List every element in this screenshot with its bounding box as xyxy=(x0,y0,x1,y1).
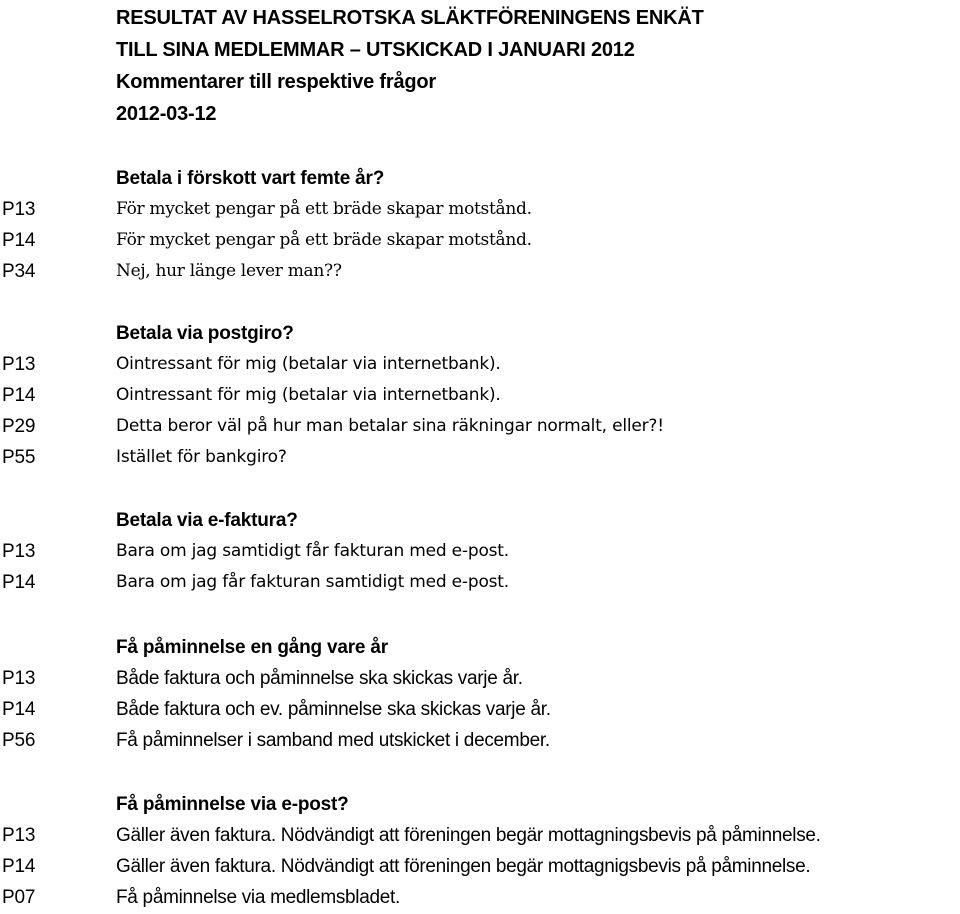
answer-text: Istället för bankgiro? xyxy=(116,447,287,467)
respondent-id: P13 xyxy=(2,354,36,375)
respondent-id: P55 xyxy=(2,447,36,468)
answer-row xyxy=(0,882,960,913)
question-title: Betala i förskott vart femte år? xyxy=(116,168,385,189)
section-postgiro xyxy=(0,318,960,473)
respondent-id: P34 xyxy=(2,261,36,282)
answer-row xyxy=(0,349,960,380)
answer-row xyxy=(0,442,960,473)
respondent-id: P29 xyxy=(2,416,36,437)
respondent-id: P13 xyxy=(2,825,36,846)
answer-text: Både faktura och ev. påminnelse ska skickas varje år. xyxy=(116,699,551,720)
answer-text: Gäller även faktura. Nödvändigt att föreningen begär mottagningsbevis på påminnelse. xyxy=(116,825,821,846)
respondent-id: P14 xyxy=(2,699,36,720)
section-email-reminder xyxy=(0,789,960,913)
answer-row xyxy=(0,380,960,411)
answer-text: För mycket pengar på ett bräde skapar motstånd. xyxy=(116,230,532,250)
section-efaktura xyxy=(0,505,960,598)
answer-text: Ointressant för mig (betalar via internetbank). xyxy=(116,385,501,405)
answer-text: Bara om jag samtidigt får fakturan med e-post. xyxy=(116,541,509,561)
answer-text: Nej, hur länge lever man?? xyxy=(116,261,342,281)
answer-row xyxy=(0,567,960,598)
answer-row xyxy=(0,820,960,851)
answer-row xyxy=(0,256,960,287)
answer-text: Detta beror väl på hur man betalar sina räkningar normalt, eller?! xyxy=(116,416,664,436)
answer-text: Få påminnelser i samband med utskicket i december. xyxy=(116,730,550,751)
respondent-id: P56 xyxy=(2,730,36,751)
section-prepay xyxy=(0,163,960,287)
answer-row xyxy=(0,411,960,442)
heading-line-3: Kommentarer till respektive frågor xyxy=(116,71,436,93)
answer-row xyxy=(0,194,960,225)
answer-text: Bara om jag får fakturan samtidigt med e-post. xyxy=(116,572,509,592)
respondent-id: P14 xyxy=(2,572,36,593)
question-title: Få påminnelse via e-post? xyxy=(116,794,349,815)
answer-row xyxy=(0,225,960,256)
question-title: Betala via e-faktura? xyxy=(116,510,298,531)
answer-text: Både faktura och påminnelse ska skickas varje år. xyxy=(116,668,523,689)
question-title: Få påminnelse en gång vare år xyxy=(116,637,388,658)
answer-text: Ointressant för mig (betalar via internetbank). xyxy=(116,354,501,374)
document-heading xyxy=(116,2,704,130)
respondent-id: P07 xyxy=(2,887,36,908)
answer-row xyxy=(0,694,960,725)
heading-line-1: RESULTAT AV HASSELROTSKA SLÄKTFÖRENINGENS ENKÄT xyxy=(116,7,704,29)
answer-row xyxy=(0,663,960,694)
answer-text: Gäller även faktura. Nödvändigt att föreningen begär mottagnigsbevis på påminnelse. xyxy=(116,856,811,877)
respondent-id: P13 xyxy=(2,199,36,220)
answer-row xyxy=(0,725,960,756)
section-yearly-reminder xyxy=(0,632,960,756)
respondent-id: P13 xyxy=(2,668,36,689)
heading-line-2: TILL SINA MEDLEMMAR – UTSKICKAD I JANUARI 2012 xyxy=(116,39,635,61)
respondent-id: P14 xyxy=(2,230,36,251)
answer-text: För mycket pengar på ett bräde skapar motstånd. xyxy=(116,199,532,219)
heading-date: 2012-03-12 xyxy=(116,103,217,125)
respondent-id: P14 xyxy=(2,385,36,406)
question-title: Betala via postgiro? xyxy=(116,323,294,344)
answer-row xyxy=(0,536,960,567)
answer-text: Få påminnelse via medlemsbladet. xyxy=(116,887,400,908)
respondent-id: P14 xyxy=(2,856,36,877)
answer-row xyxy=(0,851,960,882)
respondent-id: P13 xyxy=(2,541,36,562)
